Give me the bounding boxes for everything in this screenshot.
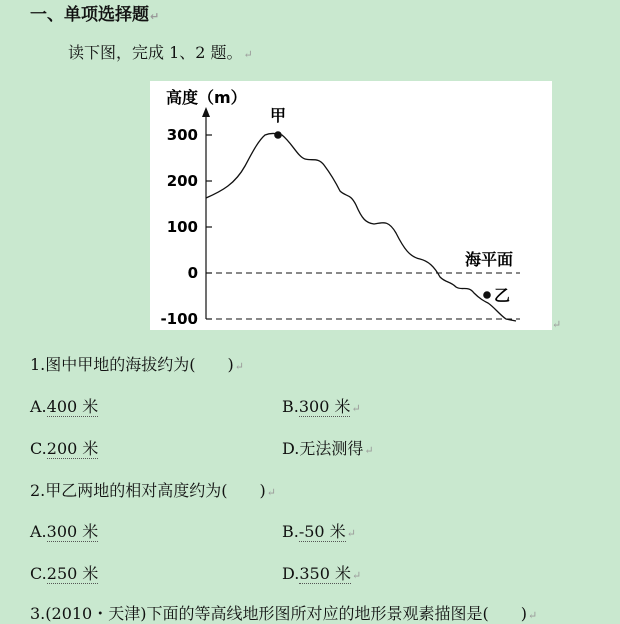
- paragraph-mark: ↵: [364, 444, 374, 457]
- question-2-option-b: B.-50 米↵: [282, 522, 356, 541]
- question-1-option-c: C.200 米: [30, 439, 99, 458]
- paragraph-mark: ↵: [527, 609, 538, 622]
- intro-text: 读下图，完成 1、2 题。↵: [68, 43, 253, 62]
- paragraph-mark: ↵: [234, 360, 244, 373]
- terrain-profile-line: [206, 134, 516, 322]
- question-1-stem: 1.图中甲地的海拔约为( )↵: [30, 355, 244, 374]
- y-tick-label: -100: [160, 310, 198, 328]
- y-axis-ticks: [206, 135, 212, 319]
- y-axis-arrow: [202, 107, 210, 117]
- question-2-option-a: A.300 米: [30, 522, 99, 541]
- elevation-profile-chart: [150, 81, 552, 330]
- point-yi-marker: [483, 291, 491, 299]
- question-2-option-d: D.350 米↵: [282, 564, 362, 583]
- y-tick-label: 200: [166, 172, 198, 190]
- paragraph-mark: ↵: [552, 318, 562, 331]
- section-title: 一、单项选择题↵: [30, 5, 160, 25]
- question-3-stem: 3.(2010・天津)下面的等高线地形图所对应的地形景观素描图是( )↵: [30, 604, 538, 623]
- paragraph-mark: ↵: [243, 48, 253, 61]
- point-jia-label: 甲: [270, 106, 287, 125]
- y-tick-label: 300: [166, 126, 198, 144]
- question-1-option-d: D.无法测得↵: [282, 439, 374, 458]
- paragraph-mark: ↵: [150, 10, 160, 23]
- paragraph-mark: ↵: [351, 569, 362, 582]
- question-2-option-c: C.250 米: [30, 564, 99, 583]
- paragraph-mark: ↵: [346, 527, 356, 540]
- y-axis-label: 高度（m）: [166, 88, 247, 107]
- question-2-stem: 2.甲乙两地的相对高度约为( )↵: [30, 481, 276, 500]
- point-jia-marker: [274, 131, 282, 139]
- y-tick-label: 100: [166, 218, 198, 236]
- sea-level-label: 海平面: [465, 250, 514, 269]
- paragraph-mark: ↵: [351, 402, 361, 415]
- question-1-option-a: A.400 米: [30, 397, 99, 416]
- elevation-profile-figure: [150, 81, 552, 330]
- paragraph-mark: ↵: [266, 486, 276, 499]
- point-yi-label: 乙: [494, 286, 511, 305]
- question-1-option-b: B.300 米↵: [282, 397, 361, 416]
- y-tick-label: 0: [187, 264, 198, 282]
